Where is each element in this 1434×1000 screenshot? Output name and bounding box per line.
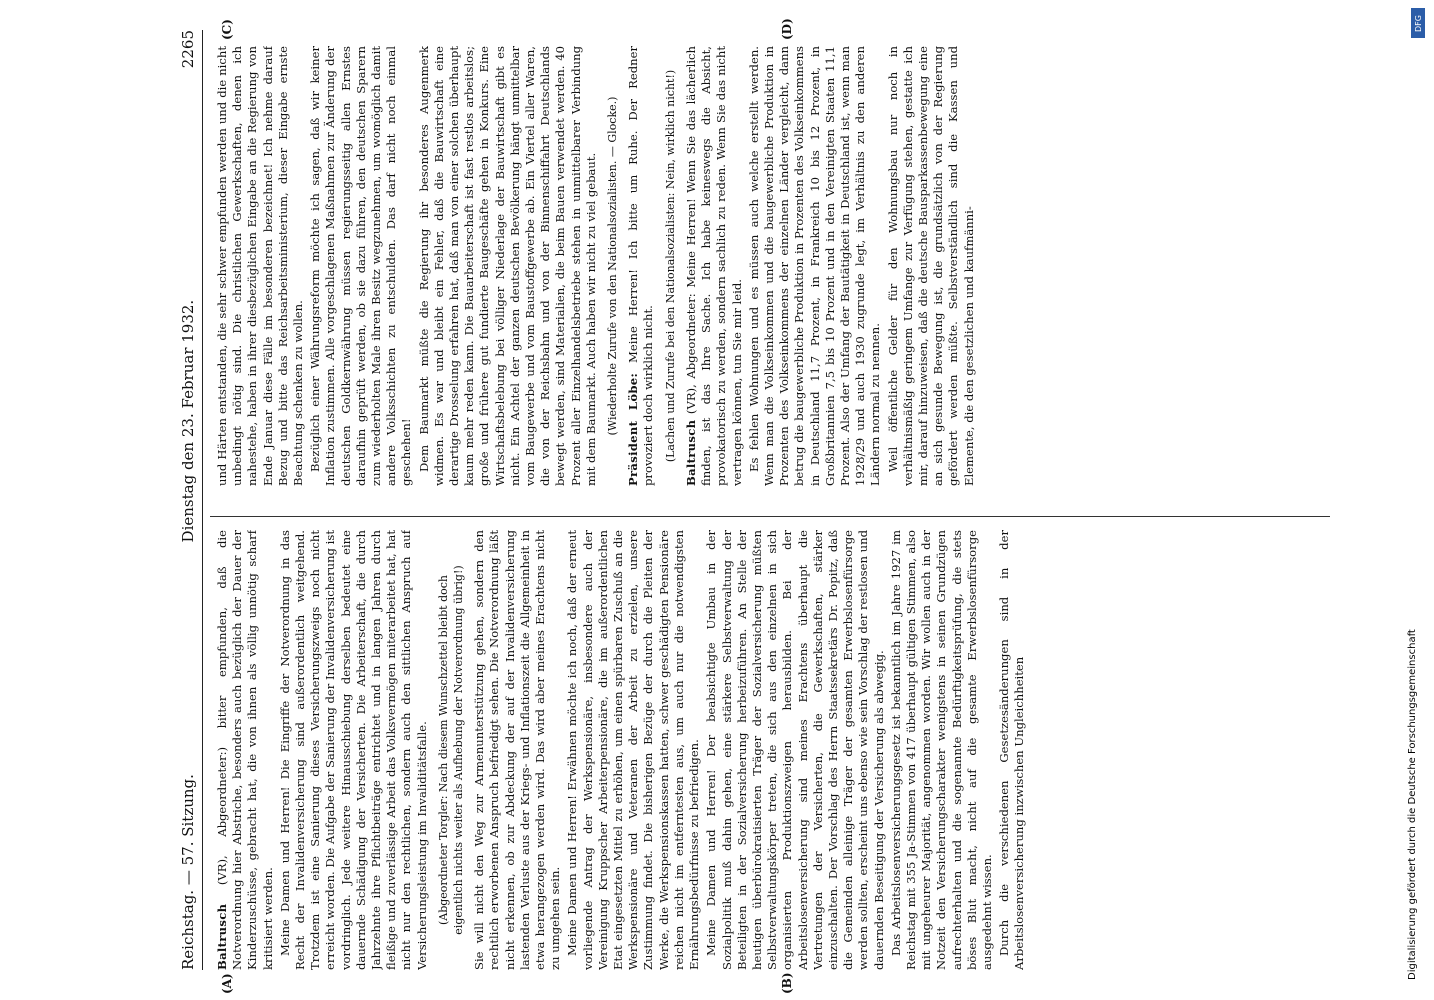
interjection: [663, 68, 678, 464]
left-column: [215, 530, 1325, 970]
dfg-logo: DFG: [1411, 8, 1425, 38]
paragraph-text: Meine Damen und Herren! Erwähnen möchte ich noch, daß der erneut vorliegende Antrag der Werkspensionäre, insbesondere auch der Vereinigung Kruppscher Arbeiterpensionäre, die im außerordentlichen Etat eingesetzten Mittel zu erhöhen, um einen spürbaren Zuschuß an die Werkspensionäre und Veteranen der Arbeit zu erzielen, unsere Zustimmung findet. Die bisherigen Bezüge der durch die Pleiten der Werke, die Werkspensionskassen hatten, schwer geschädigten Pensionäre reichen nicht im entferntesten aus, um auch nur die notwendigsten Ernährungsbedürfnisse zu befriedigen.: [565, 530, 702, 970]
page-number: 2265: [179, 30, 197, 69]
paragraph-text: Bezüglich einer Währungsreform möchte ich sagen, daß wir keiner Inflation zustimmen. Alle vorgeschlagenen Maßnahmen zur Änderung der deutschen Goldkernwährung müssen regierungsseitig allen Ernstes daraufhin geprüft werden, ob sie dazu führen, den deutschen Sparern zum wiederholten Male ihren Besitz wegzunehmen, um womöglich damit andere Volksschichten zu entschulden. Das darf nicht noch einmal geschehen!: [308, 46, 414, 486]
paragraph-text: Meine Herren! Ich bitte um Ruhe. Der Redner provoziert doch wirklich nicht.: [626, 46, 656, 486]
session-title: Reichstag. — 57. Sitzung.: [179, 774, 197, 970]
page-header: [174, 30, 203, 970]
margin-marker-b: (B): [780, 972, 794, 994]
margin-marker-c: (C): [220, 19, 234, 40]
paragraph: [417, 46, 599, 486]
paragraph-text: Das Arbeitslosenversicherungsgesetz ist bekanntlich im Jahre 1927 im Reichstag mit 355 Ja-Stimmen von 417 überhaupt gültigen Stimmen, also mit ungeheurer Majorität, angenommen worden. Wir wollen auch in der Notzeit den Versicherungscharakter wenigstens in seinen Grundzügen aufrechterhalten und die sogenannte Bedürftigkeitsprüfung, die stets böses Blut macht, nicht auf die gesamte Erwerbslosenfürsorge ausgedehnt wissen.: [888, 530, 994, 970]
speaker-name: Baltrusch: [683, 419, 698, 486]
session-date: Dienstag den 23. Februar 1932.: [179, 299, 197, 543]
paragraph-text: Durch die verschiedenen Gesetzesänderungen sind in der Arbeitslosenversicherung inzwischen Ungleichheiten: [997, 530, 1027, 970]
column-divider: [210, 516, 1330, 517]
paragraph: [472, 530, 563, 970]
paragraph-text: (VR), Abgeordneter: Meine Herren! Wenn Sie das lächerlich finden, ist das Ihre Sache. Ich habe keineswegs die Absicht, provokatorisch zu werden, sondern sachlich zu reden. Wenn Sie das nicht vertragen können, tun Sie mir leid.: [683, 46, 744, 486]
paragraph: [308, 46, 414, 486]
paragraph-text: Meine Damen und Herren! Der beabsichtigte Umbau in der Sozialpolitik muß dahin gehen, eine stärkere Selbstverwaltung der Beteiligten in der Sozialversicherung herbeizuführen. An Stelle der heutigen überbürokratisierten Träger der Sozialversicherung müßten Selbstverwaltungskörper treten, die sich aus den einzelnen in sich organisierten Produktionszweigen herausbilden. Bei der Arbeitslosenversicherung sind meines Erachtens überhaupt die Vertretungen der Versicherten, die Gewerkschaften, stärker einzuschalten. Der Vorschlag des Herrn Staatssekretärs Dr. Popitz, daß die Gemeinden alleinige Träger der gesamten Erwerbslosenfürsorge werden sollten, erscheint uns ebenso wie sein Vorschlag der restlosen und dauernden Beseitigung der Versicherung als abwegig.: [704, 530, 886, 970]
paragraph: [215, 46, 306, 486]
document-page: [80, 0, 1410, 1000]
paragraph-text: (Lachen und Zurufe bei den Nationalsozialisten: Nein, wirklich nicht!): [663, 69, 677, 463]
paragraph-text: (VR), Abgeordneter:) bitter empfunden, daß die Notverordnung hier Abstriche, besonders auch bezüglich der Dauer der Kinderzuschüsse, gebracht hat, die von ihnen als völlig unnötig scharf kritisiert werden.: [215, 530, 275, 970]
interjection: [436, 552, 466, 948]
paragraph-text: Sie will nicht den Weg zur Armenunterstützung gehen, sondern den rechtlich erworbenen Anspruch befriedigt sehen. Die Notverordnung läßt nicht erkennen, ob zur Abdeckung der auf der Invalidenversicherung lastenden Verluste aus der Kriegs- und Inflationszeit die Allgemeinheit in etwa herangezogen werden wird. Das wird aber meines Erachtens nicht zu umgehen sein.: [472, 530, 563, 970]
interjection: [605, 68, 620, 464]
paragraph: [886, 46, 977, 486]
paragraph: [747, 46, 884, 486]
margin-marker-d: (D): [780, 18, 794, 40]
paragraph: [997, 530, 1027, 970]
paragraph: [889, 530, 995, 970]
margin-marker-a: (A): [220, 973, 234, 994]
paragraph-text: und Härten entstanden, die sehr schwer empfunden werden und die nicht unbedingt nötig sind. Die christlichen Gewerkschaften, denen ich nahestehe, haben in ihrer diesbezüglichen Eingabe an die Regierung von Ende Januar diese Fälle im besonderen bezeichnet! Ich nehme darauf Bezug und bitte das Reichsarbeitsministerium, dieser Eingabe ernste Beachtung schenken zu wollen.: [215, 46, 306, 486]
paragraph: [278, 530, 430, 970]
paragraph: [215, 530, 276, 970]
paragraph-text: Weil öffentliche Gelder für den Wohnungsbau nur noch in verhältnismäßig geringem Umfange zur Verfügung stehen, gestatte ich mir, darauf hinzuweisen, daß die deutsche Bausparkassenbewegung eine an sich gesunde Bewegung ist, die grundsätzlich von der Regierung gefördert werden müßte. Selbstverständlich sind die Kassen und Elemente, die den gesetzlichen und kaufmänni-: [885, 46, 976, 486]
paragraph: [684, 46, 745, 486]
speaker-name: Präsident Löbe:: [626, 372, 641, 486]
paragraph-text: Dem Baumarkt müßte die Regierung ihr besonderes Augenmerk widmen. Es war und bleibt ein Fehler, daß die Bauwirtschaft eine derartige Drosselung erfahren hat, daß man von einer solchen überhaupt kaum mehr reden kann. Die Bauarbeiterschaft ist fast restlos arbeitslos; große und frühere gut fundierte Baugeschäfte gehen in Konkurs. Eine Wirtschaftsbelebung bei völliger Niederlage der Bauwirtschaft gibt es nicht. Ein Achtel der ganzen deutschen Bevölkerung hängt unmittelbar vom Baugewerbe und vom Baustoffgewerbe ab. Ein Viertel aller Waren, die von der Reichsbahn und von der Binnenschiffahrt Deutschlands bewegt werden, sind Materialien, die beim Bauen verwendet werden. 40 Prozent aller Einzelhandelsbetriebe stehen in unmittelbarer Verbindung mit dem Baumarkt. Auch haben wir nicht zu viel gebaut.: [416, 46, 598, 486]
paragraph: [704, 530, 886, 970]
paragraph: [565, 530, 702, 970]
paragraph: [626, 46, 656, 486]
paragraph-text: Es fehlen Wohnungen und es müssen auch welche erstellt werden. Wenn man die Volkseinkommen und die baugewerbliche Produktion in Prozenten des Volkseinkommens der einzelnen Länder vergleicht, dann betrug die baugewerbliche Produktion in Prozenten des Volkseinkommens in Deutschland 11,7 Prozent, in Frankreich 10 bis 12 Prozent, in Großbritannien 7,5 bis 10 Prozent und in den Vereinigten Staaten 11,1 Prozent. Also der Umfang der Bautätigkeit in Deutschland ist, wenn man 1928/29 und auch 1930 zugrunde legt, im Verhältnis zu den anderen Ländern normal zu nennen.: [746, 46, 883, 486]
paragraph-text: (Abgeordneter Torgler: Nach diesem Wunschzettel bleibt doch eigentlich nichts weiter als Aufhebung der Notverordnung übrig!): [436, 565, 466, 935]
paragraph-text: (Wiederholte Zurufe von den Nationalsozialisten. — Glocke.): [606, 96, 620, 436]
right-column: [215, 46, 1325, 486]
paragraph-text: Meine Damen und Herren! Die Eingriffe der Notverordnung in das Recht der Invalidenversicherung sind außerordentlich weitgehend. Trotzdem ist eine Sanierung dieses Versicherungszweigs noch nicht erreicht worden. Die Aufgabe der Sanierung der Invalidenversicherung ist vordringlich. Jede weitere Hinausschiebung derselben bedeutet eine dauernde Schädigung der Versicherten. Die Arbeiterschaft, die durch Jahrzehnte ihre Pflichtbeiträge entrichtet und in langen Jahren durch fleißige und zuverlässige Arbeit das Volksvermögen miterarbeitet hat, hat nicht nur den rechtlichen, sondern auch den sittlichen Anspruch auf Versicherungsleistung im Invaliditätsfalle.: [277, 530, 429, 970]
speaker-name: Baltrusch: [215, 903, 229, 970]
digitization-credit: Digitalisierung gefördert durch die Deutsche Forschungsgemeinschaft: [1407, 629, 1418, 980]
